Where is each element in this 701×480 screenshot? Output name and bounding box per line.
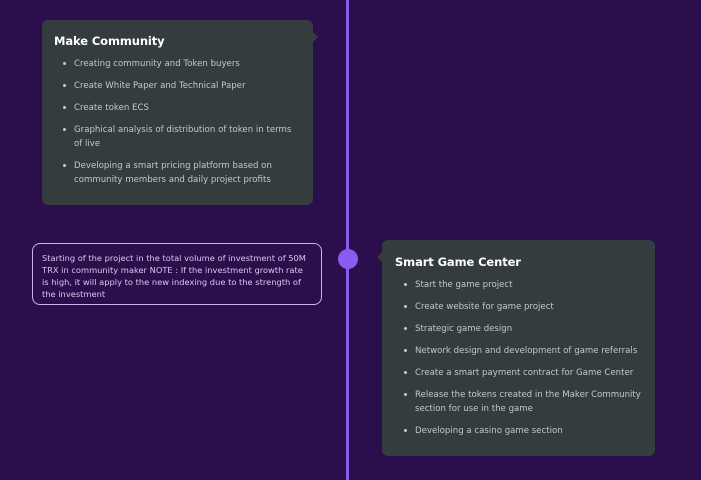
card-title: Smart Game Center — [395, 255, 521, 269]
list-item: Graphical analysis of distribution of token in terms of live — [54, 123, 301, 151]
investment-note: Starting of the project in the total volume of investment of 50M TRX in community maker NOTE : If the investment growth rate is high, it will apply to the new indexing due to the strength of the investment — [32, 243, 322, 305]
smart-game-center-card — [382, 240, 655, 456]
list-item: Create White Paper and Technical Paper — [54, 79, 301, 93]
card-list — [54, 57, 301, 187]
list-item: Start the game project — [395, 278, 642, 292]
list-item: Create a smart payment contract for Game Center — [395, 366, 642, 380]
list-item: Creating community and Token buyers — [54, 57, 301, 71]
make-community-card — [42, 20, 313, 205]
list-item: Developing a smart pricing platform based on community members and daily project profits — [54, 159, 301, 187]
card-title: Make Community — [54, 34, 165, 48]
list-item: Release the tokens created in the Maker Community section for use in the game — [395, 388, 642, 416]
timeline-dot — [338, 249, 358, 269]
list-item: Developing a casino game section — [395, 424, 642, 438]
card-list — [395, 278, 642, 438]
list-item: Strategic game design — [395, 322, 642, 336]
list-item: Create token ECS — [54, 101, 301, 115]
list-item: Network design and development of game referrals — [395, 344, 642, 358]
timeline-line — [346, 0, 349, 480]
list-item: Create website for game project — [395, 300, 642, 314]
